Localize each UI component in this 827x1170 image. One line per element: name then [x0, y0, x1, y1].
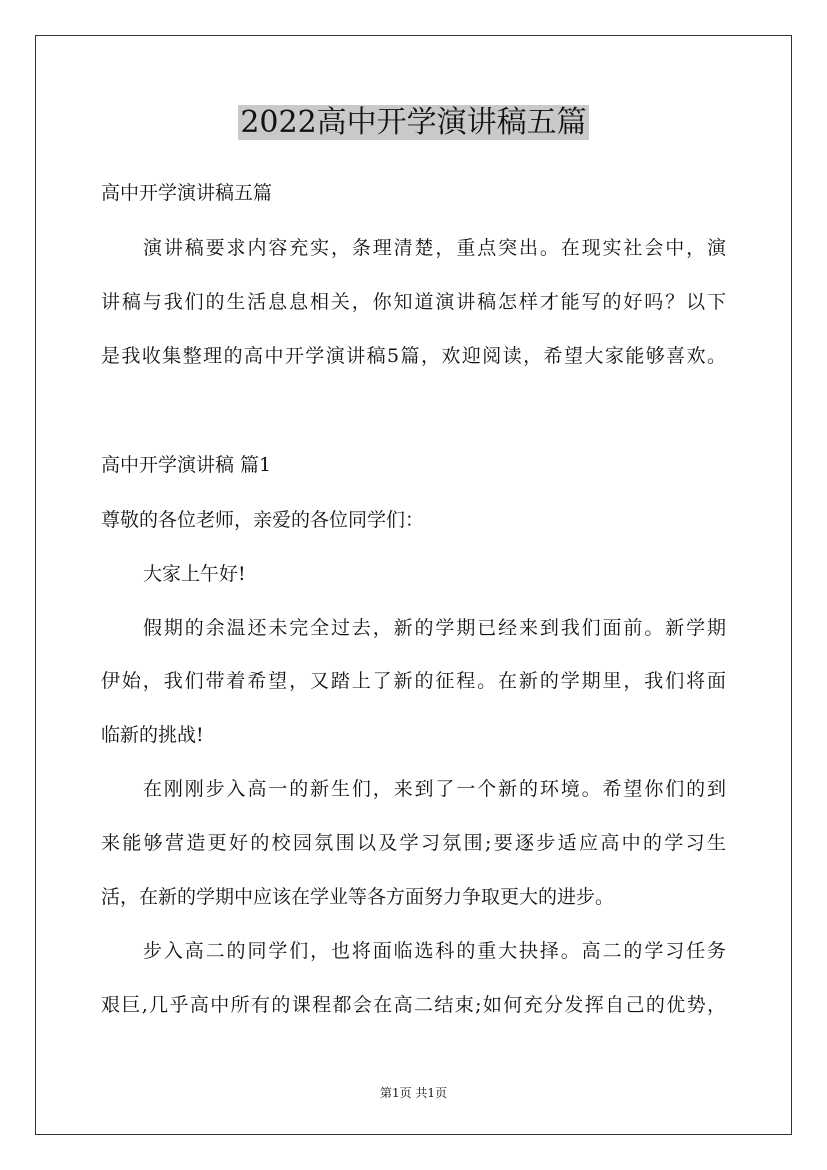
paragraph-3-line-1: 步入高二的同学们，也将面临选科的重大抉择。高二的学习任务 — [143, 940, 726, 962]
document-title: 2022高中开学演讲稿五篇 — [240, 105, 587, 140]
greeting: 大家上午好! — [143, 563, 246, 585]
paragraph-2-line-1: 在刚刚步入高一的新生们，来到了一个新的环境。希望你们的到 — [143, 778, 726, 800]
intro-line-2: 讲稿与我们的生活息息相关，你知道演讲稿怎样才能写的好吗？以下 — [101, 291, 726, 313]
paragraph-2-line-2: 来能够营造更好的校园氛围以及学习氛围;要逐步适应高中的学习生 — [101, 832, 726, 854]
salutation: 尊敬的各位老师，亲爱的各位同学们： — [101, 509, 425, 531]
paragraph-1-line-2: 伊始，我们带着希望，又踏上了新的征程。在新的学期里，我们将面 — [101, 670, 726, 692]
page-number: 第1页 共1页 — [379, 1086, 448, 1100]
paragraph-1-line-3: 临新的挑战! — [101, 724, 204, 746]
paragraph-2-line-3: 活，在新的学期中应该在学业等各方面努力争取更大的进步。 — [101, 886, 615, 908]
intro-line-3: 是我收集整理的高中开学演讲稿5篇，欢迎阅读，希望大家能够喜欢。 — [101, 345, 726, 367]
intro-line-1: 演讲稿要求内容充实，条理清楚，重点突出。在现实社会中，演 — [143, 237, 726, 259]
paragraph-1-line-1: 假期的余温还未完全过去，新的学期已经来到我们面前。新学期 — [143, 617, 726, 639]
paragraph-3-line-2: 艰巨,几乎高中所有的课程都会在高二结束;如何充分发挥自己的优势， — [101, 994, 726, 1016]
document-subtitle: 高中开学演讲稿五篇 — [101, 182, 273, 204]
section-heading: 高中开学演讲稿 篇1 — [101, 454, 272, 476]
